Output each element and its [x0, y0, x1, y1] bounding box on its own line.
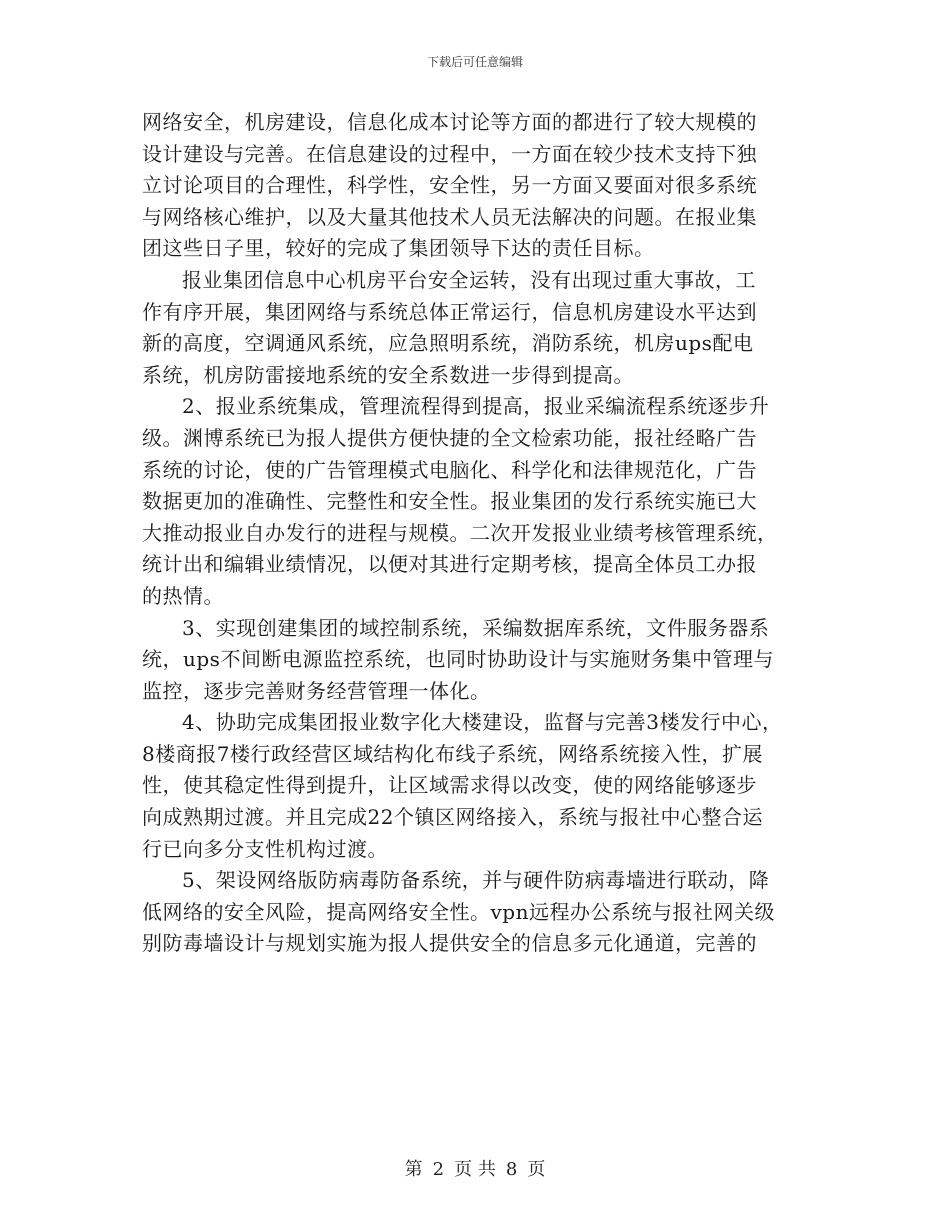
text-line: 3、实现创建集团的域控制系统，采编数据库系统，文件服务器系: [182, 615, 770, 640]
text-line: 作有序开展，集团网络与系统总体正常运行，信息机房建设水平达到: [142, 299, 757, 324]
footer-suffix: 页: [527, 1159, 546, 1180]
text-line: 的热情。: [142, 583, 224, 608]
document-body: [142, 107, 810, 960]
text-line: 监控，逐步完善财务经营管理一体化。: [142, 678, 491, 703]
text-line: 统计出和编辑业绩情况，以便对其进行定期考核，提高全体员工办报: [142, 552, 757, 577]
text-line: 别防毒墙设计与规划实施为报人提供安全的信息多元化通道，完善的: [142, 931, 757, 956]
text-line: 与网络核心维护，以及大量其他技术人员无法解决的问题。在报业集: [142, 204, 757, 229]
text-line: 性，使其稳定性得到提升，让区域需求得以改变，使的网络能够逐步: [142, 773, 757, 798]
text-line: 低网络的安全风险，提高网络安全性。vpn远程办公系统与报社网关级: [142, 899, 775, 924]
text-line: 4、协助完成集团报业数字化大楼建设，监督与完善3楼发行中心，: [182, 710, 783, 735]
text-line: 报业集团信息中心机房平台安全运转，没有出现过重大事故，工: [182, 267, 756, 292]
text-line: 系统，机房防雷接地系统的安全系数进一步得到提高。: [142, 362, 634, 387]
text-line: 行已向多分支性机构过渡。: [142, 836, 388, 861]
text-line: 5、架设网络版防病毒防备系统，并与硬件防病毒墙进行联动，降: [182, 868, 770, 893]
footer-middle: 页 共: [454, 1159, 496, 1180]
text-line: 系统的讨论，使的广告管理模式电脑化、科学化和法律规范化，广告: [142, 457, 757, 482]
text-line: 大推动报业自办发行的进程与规模。二次开发报业业绩考核管理系统，: [142, 520, 778, 545]
page-footer: [0, 1155, 950, 1181]
text-line: 2、报业系统集成，管理流程得到提高，报业采编流程系统逐步升: [182, 394, 770, 419]
text-line: 网络安全，机房建设，信息化成本讨论等方面的都进行了较大规模的: [142, 110, 757, 134]
text-line: 8楼商报7楼行政经营区域结构化布线子系统，网络系统接入性，扩展: [142, 741, 763, 766]
text-line: 向成熟期过渡。并且完成22个镇区网络接入，系统与报社中心整合运: [142, 805, 763, 830]
text-line: 级。渊博系统已为报人提供方便快捷的全文检索功能，报社经略广告: [142, 425, 757, 450]
footer-total-pages: 8: [505, 1159, 518, 1180]
text-line: 统，ups不间断电源监控系统，也同时协助设计与实施财务集中管理与: [142, 647, 774, 672]
text-line: 新的高度，空调通风系统，应急照明系统，消防系统，机房ups配电: [142, 331, 754, 356]
page-header: 下载后可任意编辑: [426, 55, 523, 69]
text-line: 立讨论项目的合理性，科学性，安全性，另一方面又要面对很多系统: [142, 173, 757, 198]
text-line: 设计建设与完善。在信息建设的过程中，一方面在较少技术支持下独: [142, 141, 757, 166]
text-line: 团这些日子里，较好的完成了集团领导下达的责任目标。: [142, 236, 655, 261]
footer-prefix: 第: [404, 1159, 423, 1180]
footer-current-page: 2: [432, 1159, 445, 1180]
text-line: 数据更加的准确性、完整性和安全性。报业集团的发行系统实施已大: [142, 489, 757, 514]
